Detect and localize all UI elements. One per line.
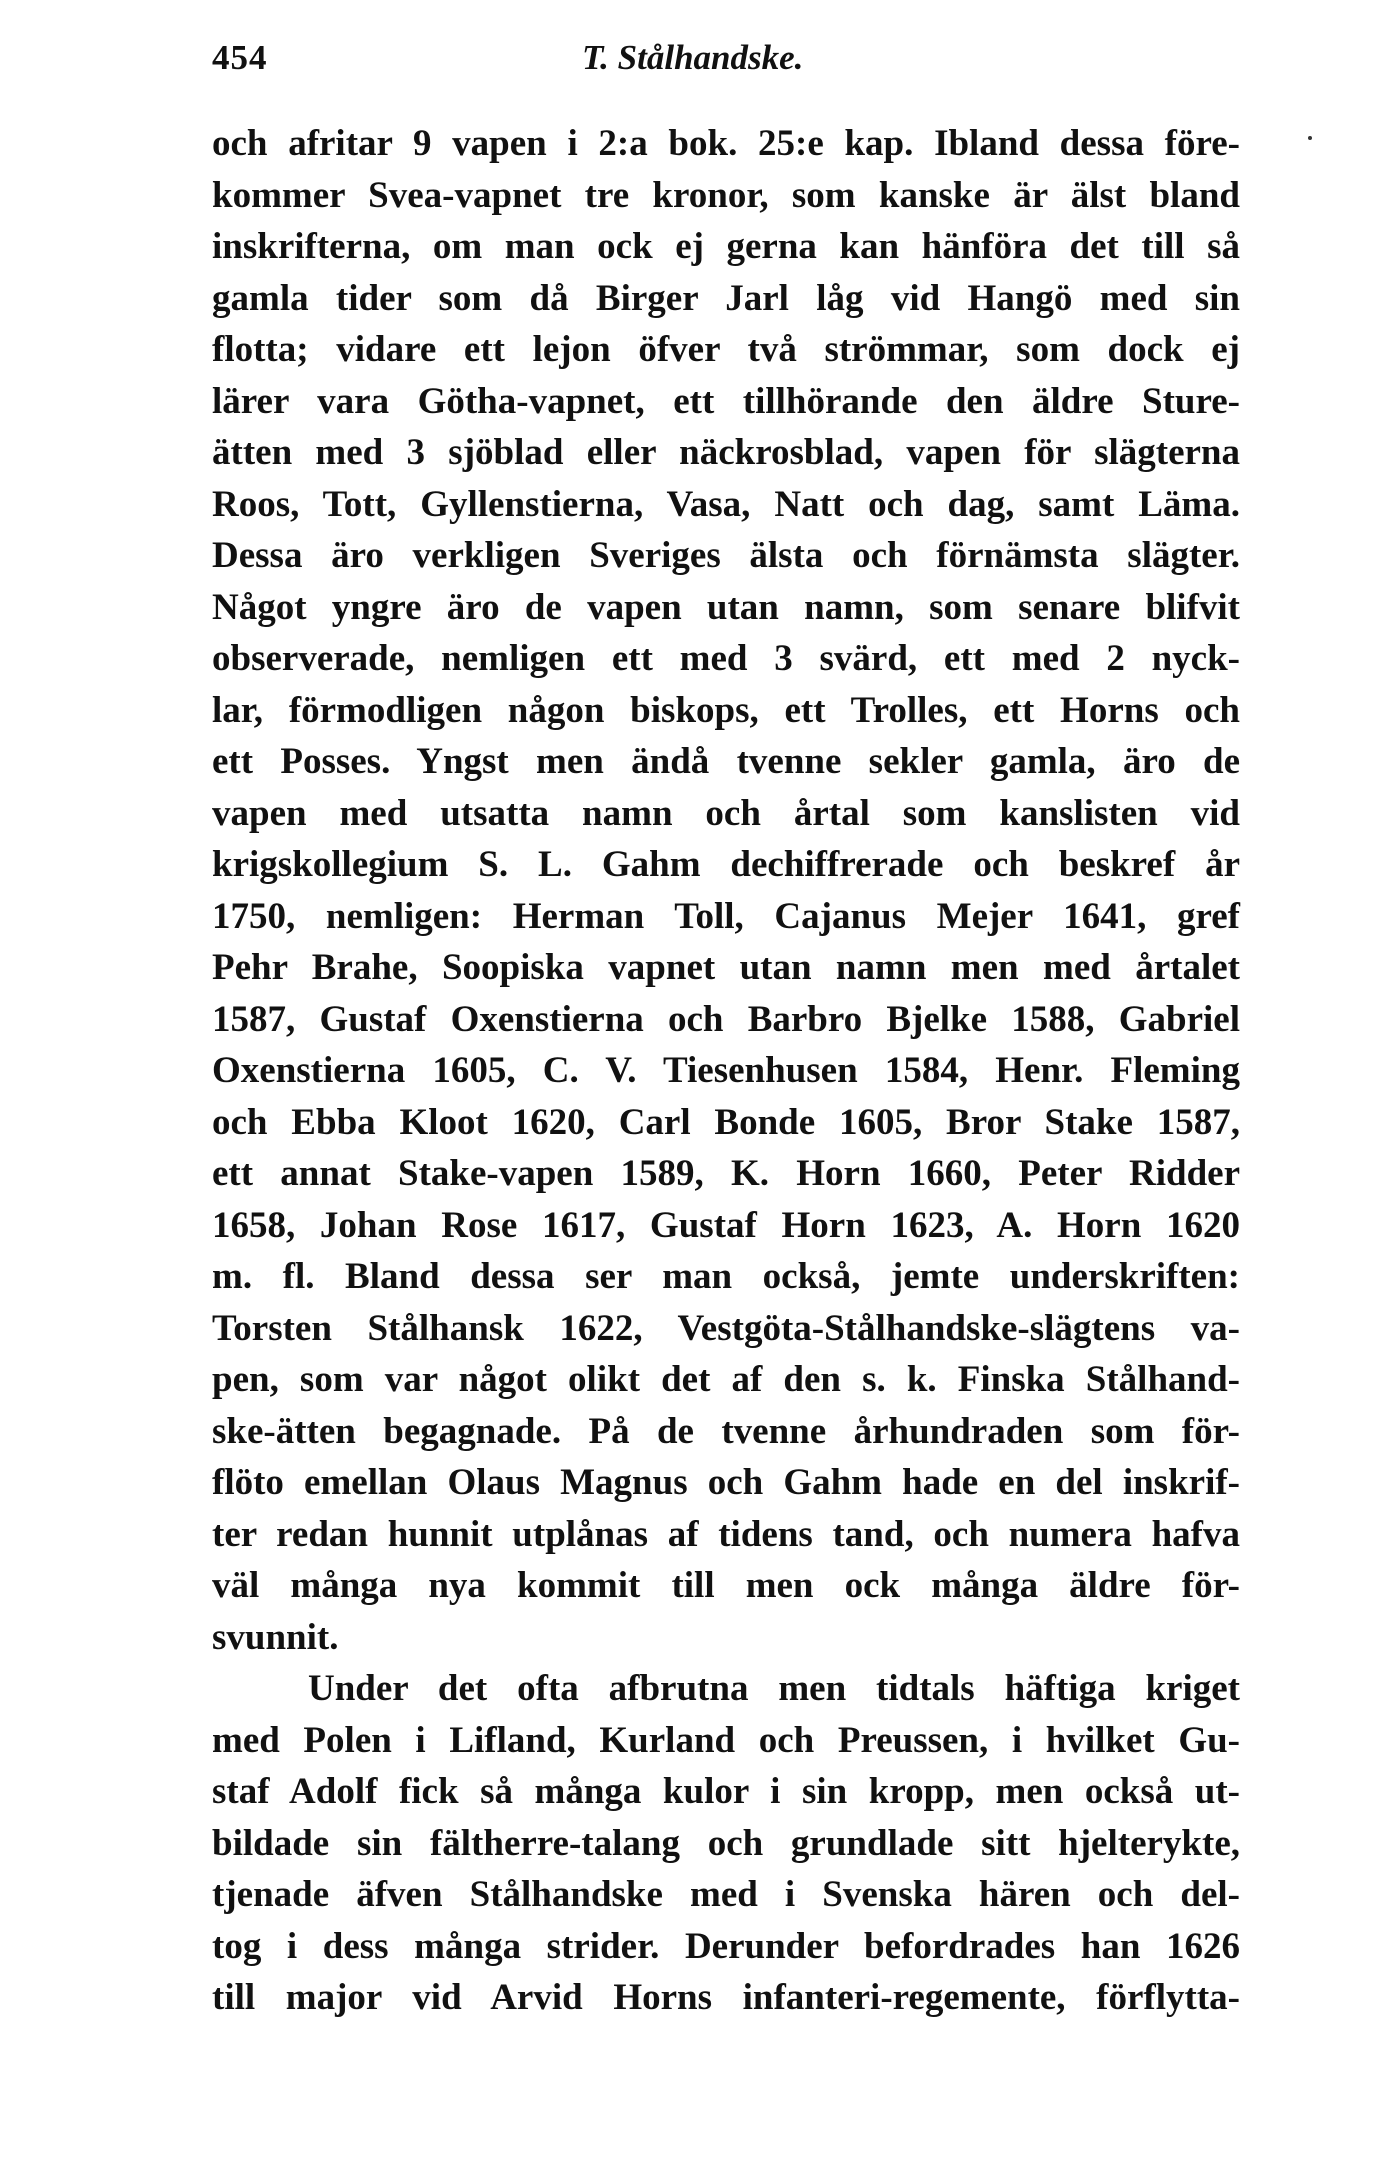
- text-line: Dessa äro verkligen Sveriges älsta och förnämsta slägter.: [212, 535, 1240, 576]
- text-line: ter redan hunnit utplånas af tidens tand, och numera hafva: [212, 1513, 1240, 1555]
- paragraph-2: [212, 1663, 1240, 2024]
- text-line: till major vid Arvid Horns infanteri-regemente, förflytta-: [212, 1977, 1240, 2018]
- text-line: ske-ätten begagnade. På de tvenne århundraden som för-: [212, 1410, 1240, 1452]
- text-line: lar, förmodligen någon biskops, ett Trolles, ett Horns och: [212, 689, 1240, 731]
- text-line: krigskollegium S. L. Gahm dechiffrerade och beskref år: [212, 844, 1240, 885]
- text-line: tjenade äfven Stålhandske med i Svenska hären och del-: [212, 1874, 1240, 1915]
- text-line: kommer Svea-vapnet tre kronor, som kanske är älst bland: [212, 174, 1240, 216]
- running-title: T. Stålhandske.: [582, 38, 804, 77]
- text-line: 1587, Gustaf Oxenstierna och Barbro Bjelke 1588, Gabriel: [212, 998, 1240, 1040]
- text-line: ätten med 3 sjöblad eller näckrosblad, vapen för slägterna: [212, 432, 1240, 473]
- text-line: 1750, nemligen: Herman Toll, Cajanus Mejer 1641, gref: [212, 895, 1240, 937]
- text-line: Roos, Tott, Gyllenstierna, Vasa, Natt och dag, samt Läma.: [212, 483, 1240, 525]
- text-line: Oxenstierna 1605, C. V. Tiesenhusen 1584, Henr. Fleming: [212, 1050, 1240, 1091]
- stray-ink-mark: [1308, 136, 1312, 140]
- text-line: inskrifterna, om man ock ej gerna kan hänföra det till så: [212, 226, 1240, 267]
- page-number: 454: [212, 38, 268, 77]
- text-line: vapen med utsatta namn och årtal som kanslisten vid: [212, 792, 1240, 834]
- text-line: Något yngre äro de vapen utan namn, som senare blifvit: [212, 586, 1240, 628]
- text-line: lärer vara Götha-vapnet, ett tillhörande den äldre Sture-: [212, 380, 1240, 422]
- text-line: m. fl. Bland dessa ser man också, jemte underskriften:: [212, 1256, 1240, 1297]
- text-line: gamla tider som då Birger Jarl låg vid Hangö med sin: [212, 277, 1240, 319]
- text-line: med Polen i Lifland, Kurland och Preussen, i hvilket Gu-: [212, 1719, 1240, 1761]
- text-line: 1658, Johan Rose 1617, Gustaf Horn 1623, A. Horn 1620: [212, 1204, 1240, 1246]
- text-line: flotta; vidare ett lejon öfver två strömmar, som dock ej: [212, 329, 1240, 370]
- text-line: och Ebba Kloot 1620, Carl Bonde 1605, Bror Stake 1587,: [212, 1101, 1240, 1143]
- paragraph-1: [212, 118, 1240, 1663]
- running-head: [212, 38, 1240, 98]
- text-line: observerade, nemligen ett med 3 svärd, ett med 2 nyck-: [212, 638, 1240, 679]
- text-line: staf Adolf fick så många kulor i sin kropp, men också ut-: [212, 1771, 1240, 1812]
- text-line: och afritar 9 vapen i 2:a bok. 25:e kap. Ibland dessa före-: [212, 123, 1240, 164]
- text-line: Under det ofta afbrutna men tidtals häftiga kriget: [308, 1668, 1240, 1709]
- body-text: [212, 118, 1240, 2024]
- text-line: Torsten Stålhansk 1622, Vestgöta-Stålhandske-slägtens va-: [212, 1307, 1240, 1349]
- text-line: ett annat Stake-vapen 1589, K. Horn 1660, Peter Ridder: [212, 1153, 1240, 1194]
- text-line: tog i dess många strider. Derunder befordrades han 1626: [212, 1925, 1240, 1967]
- text-line: väl många nya kommit till men ock många äldre för-: [212, 1565, 1240, 1606]
- text-line: svunnit.: [212, 1616, 339, 1658]
- text-line: flöto emellan Olaus Magnus och Gahm hade en del inskrif-: [212, 1462, 1240, 1503]
- text-line: Pehr Brahe, Soopiska vapnet utan namn men med årtalet: [212, 947, 1240, 988]
- text-line: ett Posses. Yngst men ändå tvenne sekler gamla, äro de: [212, 741, 1240, 782]
- text-line: pen, som var något olikt det af den s. k. Finska Stålhand-: [212, 1359, 1240, 1400]
- text-line: bildade sin fältherre-talang och grundlade sitt hjelterykte,: [212, 1822, 1240, 1864]
